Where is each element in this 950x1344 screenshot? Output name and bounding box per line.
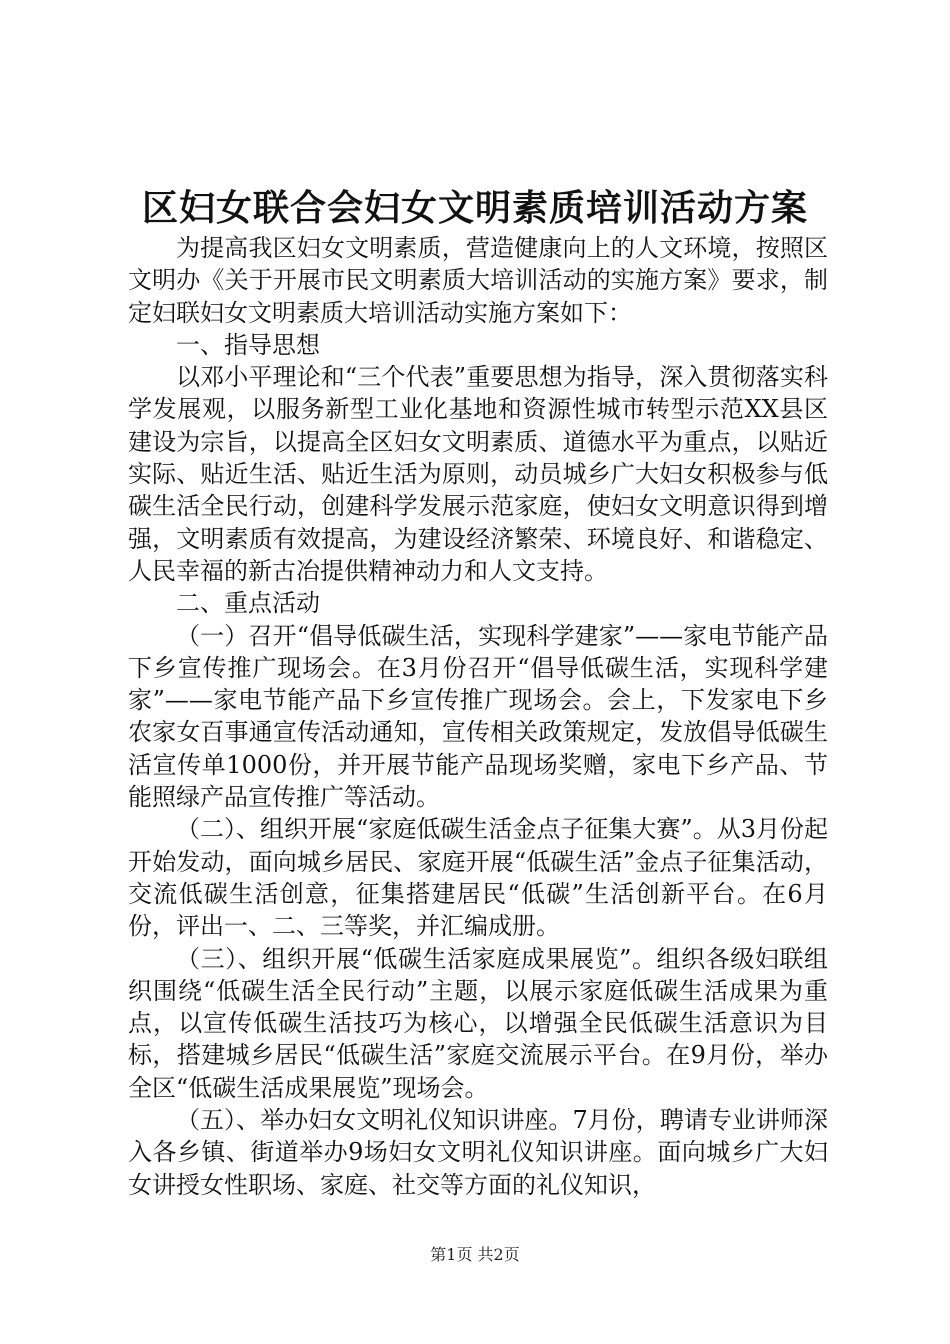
activity-paragraph-2: （二）、组织开展“家庭低碳生活金点子征集大赛”。从3月份起开始发动，面向城乡居民、家庭开展“低碳生活”金点子征集活动，交流低碳生活创意，征集搭建居民“低碳”生活创新平台。在6月份，评出一、二、三等奖，并汇编成册。 (128, 815, 828, 941)
section-heading-guiding-ideology: 一、指导思想 (176, 330, 320, 359)
activity-paragraph-1: （一）召开“倡导低碳生活，实现科学建家”——家电节能产品下乡宣传推广现场会。在3月份召开“倡导低碳生活，实现科学建家”——家电节能产品下乡宣传推广现场会。会上，下发家电下乡农家女百事通宣传活动通知，宣传相关政策规定，发放倡导低碳生活宣传单1000份，并开展节能产品现场奖赠，家电下乡产品、节能照绿产品宣传推广等活动。 (128, 621, 828, 812)
activity-paragraph-3: （三）、组织开展“低碳生活家庭成果展览”。组织各级妇联组织围绕“低碳生活全民行动”主题，以展示家庭低碳生活成果为重点，以宣传低碳生活技巧为核心，以增强全民低碳生活意识为目标，搭建城乡居民“低碳生活”家庭交流展示平台。在9月份，举办全区“低碳生活成果展览”现场会。 (128, 944, 828, 1102)
page-footer: 第1页 共2页 (430, 1245, 520, 1264)
section-heading-key-activities: 二、重点活动 (176, 589, 320, 618)
intro-paragraph: 为提高我区妇女文明素质，营造健康向上的人文环境，按照区文明办《关于开展市民文明素质大培训活动的实施方案》要求，制定妇联妇女文明素质大培训活动实施方案如下： (128, 234, 828, 327)
document-body (128, 232, 828, 1201)
document-title: 区妇女联合会妇女文明素质培训活动方案 (141, 187, 808, 229)
activity-paragraph-5: （五）、举办妇女文明礼仪知识讲座。7月份，聘请专业讲师深入各乡镇、街道举办9场妇女文明礼仪知识讲座。面向城乡广大妇女讲授女性职场、家庭、社交等方面的礼仪知识， (128, 1106, 828, 1199)
guiding-ideology-paragraph: 以邓小平理论和“三个代表”重要思想为指导，深入贯彻落实科学发展观，以服务新型工业化基地和资源性城市转型示范XX县区建设为宗旨，以提高全区妇女文明素质、道德水平为重点，以贴近实际、贴近生活、贴近生活为原则，动员城乡广大妇女积极参与低碳生活全民行动，创建科学发展示范家庭，使妇女文明意识得到增强，文明素质有效提高，为建设经济繁荣、环境良好、和谐稳定、人民幸福的新古冶提供精神动力和人文支持。 (128, 363, 828, 585)
